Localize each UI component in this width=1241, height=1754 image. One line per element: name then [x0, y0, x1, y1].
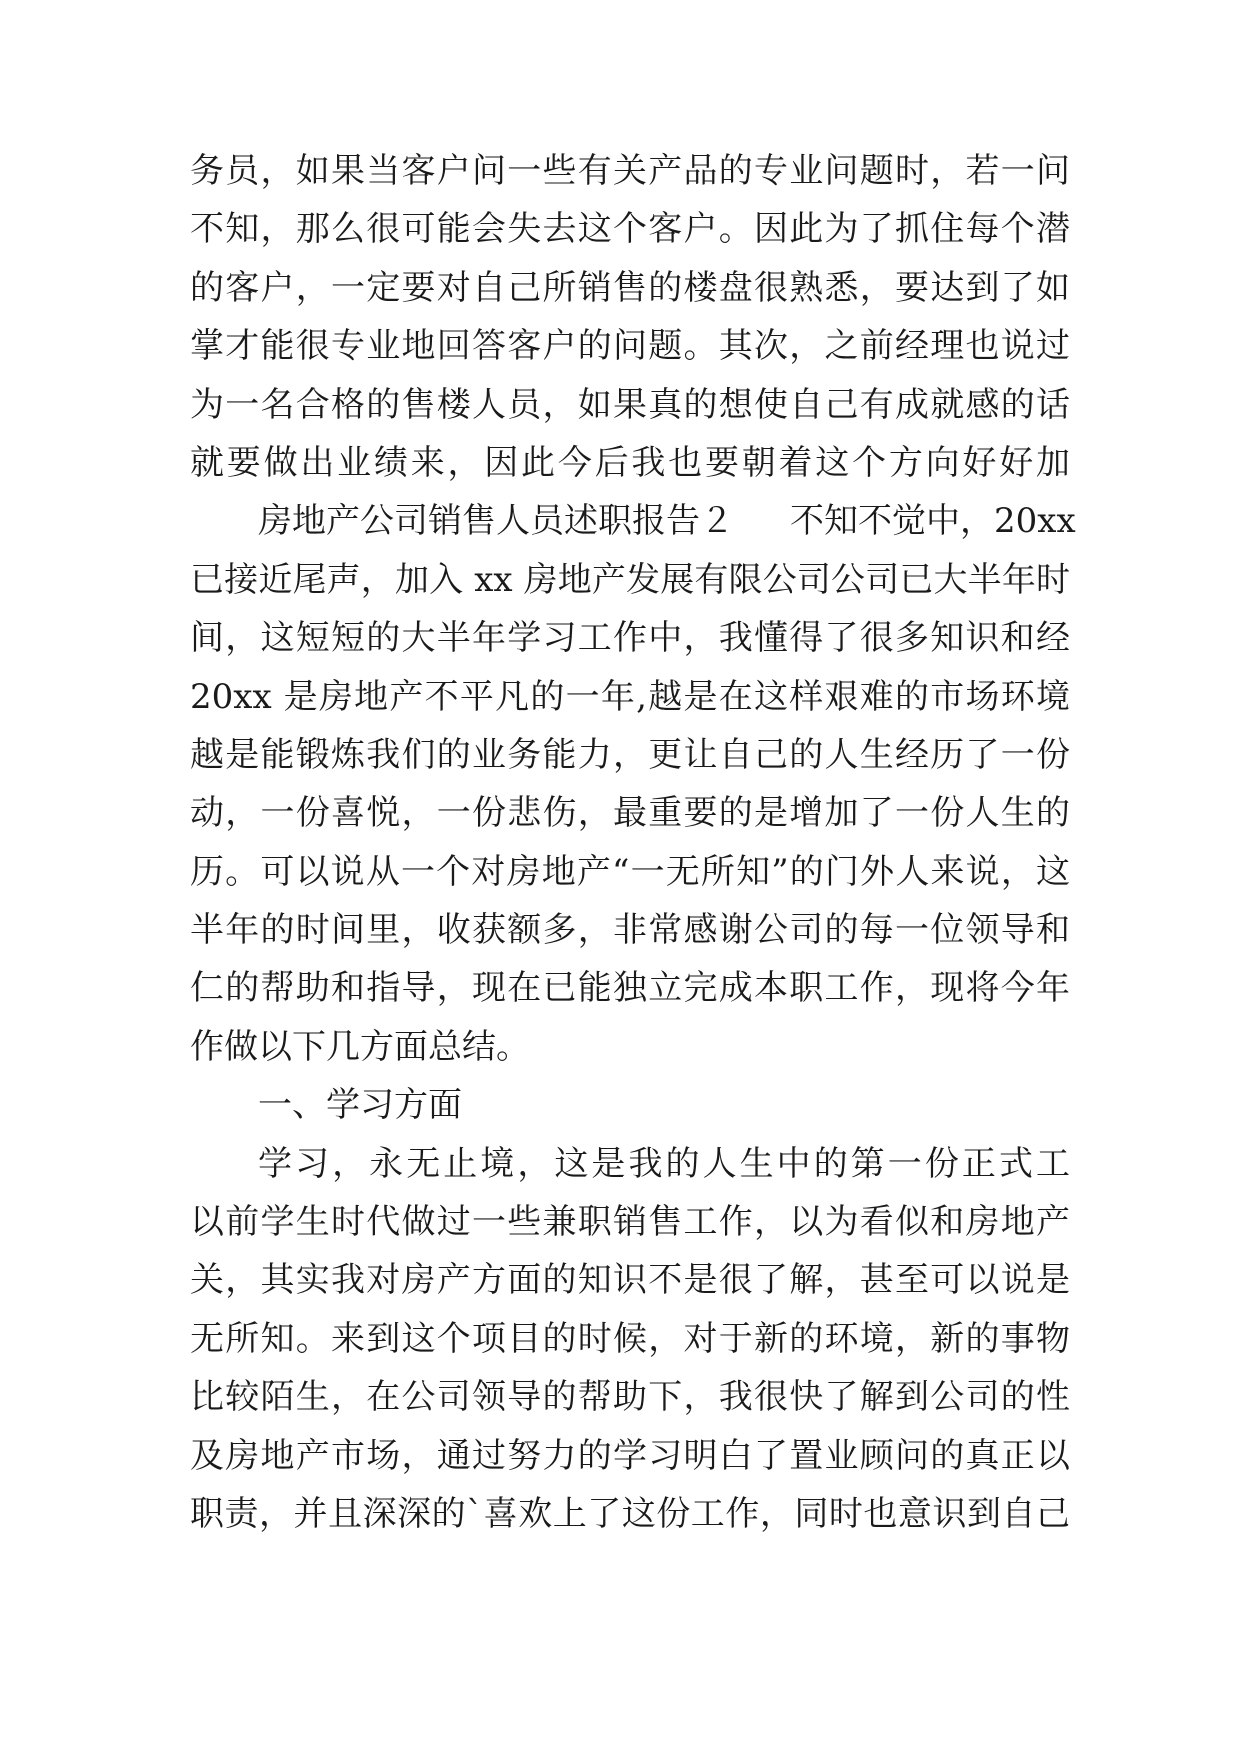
text-line: 作做以下几方面总结。 [190, 1026, 530, 1067]
report-title-line [190, 492, 1076, 550]
text-line: 20xx 是房地产不平凡的一年,越是在这样艰难的市场环境 [190, 676, 1070, 717]
text-line: 就要做出业绩来，因此今后我也要朝着这个方向好好加 [190, 442, 1070, 483]
text-line: 学习，永无止境，这是我的人生中的第一份正式工 [258, 1143, 1070, 1184]
text-segment: 不知不觉中，20xx [790, 501, 1076, 542]
text-line: 不知，那么很可能会失去这个客户。因此为了抓住每个潜 [190, 209, 1070, 250]
report-title: 房地产公司销售人员述职报告２ [258, 501, 734, 542]
text-line: 关，其实我对房产方面的知识不是很了解，甚至可以说是 [190, 1260, 1070, 1301]
text-line: 职责，并且深深的`喜欢上了这份工作，同时也意识到自己 [190, 1493, 1070, 1534]
text-line: 掌才能很专业地回答客户的问题。其次，之前经理也说过 [190, 326, 1070, 367]
text-line: 务员，如果当客户问一些有关产品的专业问题时，若一问 [190, 151, 1070, 191]
text-line: 的客户，一定要对自己所销售的楼盘很熟悉，要达到了如 [190, 267, 1070, 308]
text-line: 历。可以说从一个对房地产“一无所知”的门外人来说，这 [190, 851, 1070, 892]
text-line: 及房地产市场，通过努力的学习明白了置业顾问的真正以 [190, 1435, 1070, 1476]
text-line: 为一名合格的售楼人员，如果真的想使自己有成就感的话 [190, 384, 1070, 425]
text-line: 仁的帮助和指导，现在已能独立完成本职工作，现将今年 [190, 968, 1070, 1009]
text-line: 间，这短短的大半年学习工作中，我懂得了很多知识和经 [190, 618, 1070, 659]
text-line: 越是能锻炼我们的业务能力，更让自己的人生经历了一份 [190, 734, 1070, 775]
text-line: 以前学生时代做过一些兼职销售工作，以为看似和房地产 [190, 1202, 1070, 1243]
text-line: 半年的时间里，收获额多，非常感谢公司的每一位领导和 [190, 910, 1070, 951]
document-body [190, 142, 1076, 1543]
section-heading: 一、学习方面 [258, 1085, 462, 1126]
text-line: 已接近尾声，加入 xx 房地产发展有限公司公司已大半年时 [190, 559, 1070, 600]
text-line: 无所知。来到这个项目的时候，对于新的环境，新的事物 [190, 1318, 1070, 1359]
text-line: 比较陌生，在公司领导的帮助下，我很快了解到公司的性 [190, 1377, 1070, 1418]
text-line: 动，一份喜悦，一份悲伤，最重要的是增加了一份人生的 [190, 793, 1070, 834]
